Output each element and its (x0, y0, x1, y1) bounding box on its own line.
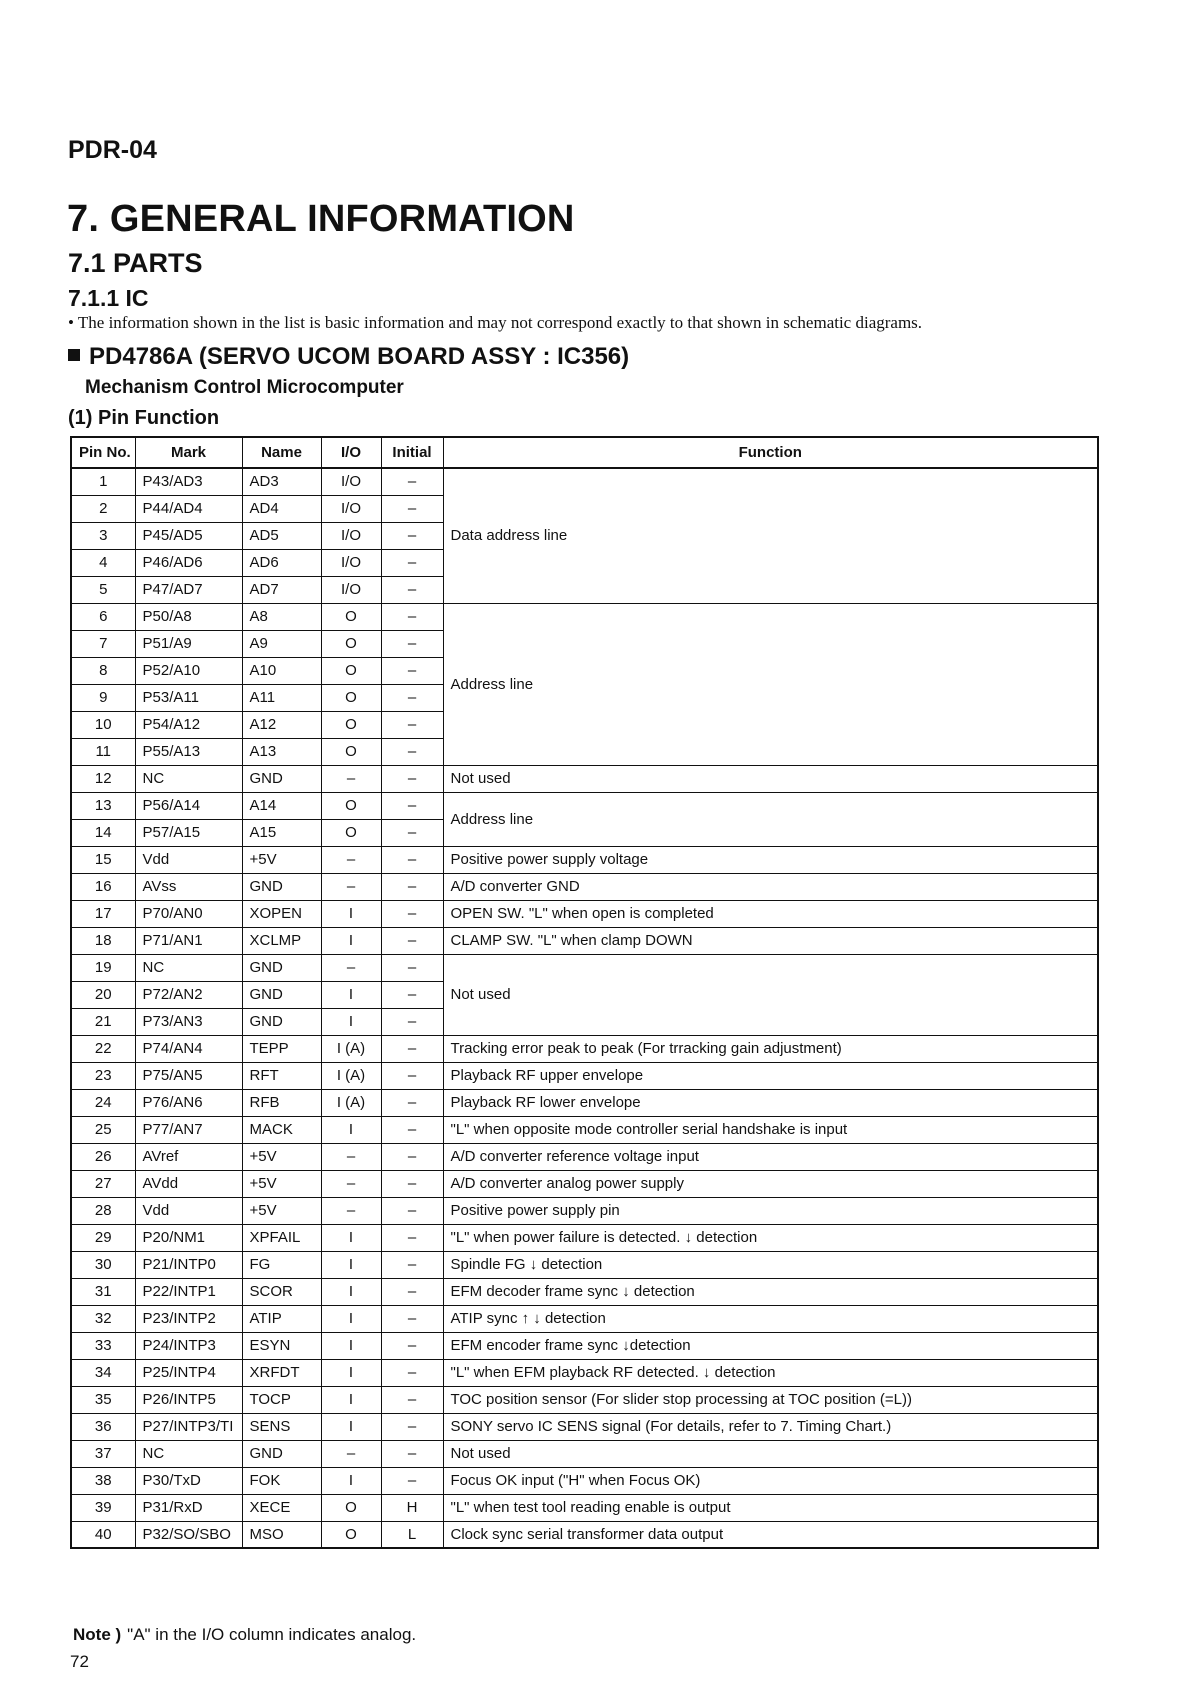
table-row (71, 900, 1098, 927)
cell-io: I (321, 900, 381, 927)
col-header-name: Name (242, 437, 321, 468)
cell-function: Spindle FG ↓ detection (443, 1251, 1098, 1278)
cell-function: EFM decoder frame sync ↓ detection (443, 1278, 1098, 1305)
cell-initial: – (381, 1116, 443, 1143)
cell-name: SENS (242, 1413, 321, 1440)
cell-io: I (321, 1332, 381, 1359)
cell-name: +5V (242, 846, 321, 873)
cell-io: I/O (321, 549, 381, 576)
cell-name: TOCP (242, 1386, 321, 1413)
cell-pin: 39 (71, 1494, 135, 1521)
cell-mark: P30/TxD (135, 1467, 242, 1494)
cell-io: – (321, 1440, 381, 1467)
cell-io: I (321, 1413, 381, 1440)
cell-io: O (321, 711, 381, 738)
cell-mark: P45/AD5 (135, 522, 242, 549)
cell-io: – (321, 1143, 381, 1170)
table-row (71, 1386, 1098, 1413)
cell-io: O (321, 603, 381, 630)
pin-function-heading: (1) Pin Function (68, 407, 220, 429)
cell-pin: 19 (71, 954, 135, 981)
cell-mark: P24/INTP3 (135, 1332, 242, 1359)
cell-mark: P53/A11 (135, 684, 242, 711)
table-row (71, 1089, 1098, 1116)
cell-function: "L" when EFM playback RF detected. ↓ detection (443, 1359, 1098, 1386)
table-row (71, 1440, 1098, 1467)
cell-mark: P55/A13 (135, 738, 242, 765)
cell-io: O (321, 1521, 381, 1548)
col-header-io: I/O (321, 437, 381, 468)
table-row (71, 1332, 1098, 1359)
cell-initial: – (381, 1386, 443, 1413)
cell-function: "L" when power failure is detected. ↓ detection (443, 1224, 1098, 1251)
cell-io: I (321, 1224, 381, 1251)
cell-name: XRFDT (242, 1359, 321, 1386)
cell-pin: 16 (71, 873, 135, 900)
cell-name: A9 (242, 630, 321, 657)
cell-io: I (321, 1386, 381, 1413)
cell-initial: – (381, 1359, 443, 1386)
cell-name: GND (242, 1440, 321, 1467)
cell-name: AD3 (242, 468, 321, 495)
cell-pin: 18 (71, 927, 135, 954)
table-row (71, 1521, 1098, 1548)
cell-io: I (321, 1305, 381, 1332)
cell-initial: – (381, 1062, 443, 1089)
cell-io: I (321, 1467, 381, 1494)
cell-initial: – (381, 1035, 443, 1062)
cell-function: "L" when test tool reading enable is output (443, 1494, 1098, 1521)
cell-name: XOPEN (242, 900, 321, 927)
cell-initial: – (381, 1413, 443, 1440)
cell-pin: 5 (71, 576, 135, 603)
cell-io: – (321, 765, 381, 792)
cell-function: ATIP sync ↑ ↓ detection (443, 1305, 1098, 1332)
cell-mark: NC (135, 954, 242, 981)
cell-name: ESYN (242, 1332, 321, 1359)
cell-initial: – (381, 765, 443, 792)
cell-pin: 22 (71, 1035, 135, 1062)
cell-name: GND (242, 981, 321, 1008)
cell-name: RFT (242, 1062, 321, 1089)
cell-name: MACK (242, 1116, 321, 1143)
col-header-initial: Initial (381, 437, 443, 468)
cell-initial: – (381, 1008, 443, 1035)
cell-io: O (321, 819, 381, 846)
footnote-label: Note ) (73, 1625, 122, 1644)
cell-mark: P72/AN2 (135, 981, 242, 1008)
cell-mark: P71/AN1 (135, 927, 242, 954)
cell-name: +5V (242, 1143, 321, 1170)
cell-io: – (321, 846, 381, 873)
cell-io: O (321, 1494, 381, 1521)
model-header: PDR-04 (68, 136, 157, 164)
cell-pin: 11 (71, 738, 135, 765)
cell-name: GND (242, 765, 321, 792)
cell-initial: – (381, 1224, 443, 1251)
cell-name: XPFAIL (242, 1224, 321, 1251)
table-row (71, 1062, 1098, 1089)
cell-pin: 31 (71, 1278, 135, 1305)
cell-pin: 26 (71, 1143, 135, 1170)
bullet-square-icon (68, 349, 80, 361)
cell-initial: – (381, 981, 443, 1008)
cell-pin: 24 (71, 1089, 135, 1116)
cell-io: O (321, 684, 381, 711)
cell-io: I/O (321, 576, 381, 603)
table-row (71, 765, 1098, 792)
cell-function: Address line (443, 603, 1098, 765)
cell-mark: Vdd (135, 1197, 242, 1224)
section-subtitle: 7.1 PARTS (68, 248, 203, 278)
col-header-pin: Pin No. (71, 437, 135, 468)
cell-initial: – (381, 1305, 443, 1332)
cell-name: A8 (242, 603, 321, 630)
cell-mark: P31/RxD (135, 1494, 242, 1521)
cell-initial: – (381, 954, 443, 981)
cell-initial: – (381, 576, 443, 603)
footnote (73, 1625, 416, 1645)
cell-io: I (A) (321, 1035, 381, 1062)
table-row (71, 1035, 1098, 1062)
cell-function: "L" when opposite mode controller serial handshake is input (443, 1116, 1098, 1143)
cell-pin: 36 (71, 1413, 135, 1440)
cell-function: Playback RF upper envelope (443, 1062, 1098, 1089)
cell-function: Positive power supply pin (443, 1197, 1098, 1224)
cell-io: – (321, 873, 381, 900)
cell-pin: 21 (71, 1008, 135, 1035)
cell-name: FG (242, 1251, 321, 1278)
cell-name: AD5 (242, 522, 321, 549)
cell-name: AD7 (242, 576, 321, 603)
cell-pin: 8 (71, 657, 135, 684)
cell-io: I (321, 981, 381, 1008)
cell-mark: P74/AN4 (135, 1035, 242, 1062)
cell-initial: – (381, 468, 443, 495)
cell-mark: P26/INTP5 (135, 1386, 242, 1413)
cell-initial: – (381, 603, 443, 630)
cell-name: GND (242, 873, 321, 900)
cell-io: I/O (321, 468, 381, 495)
pin-function-table (70, 436, 1099, 1549)
cell-io: I (321, 1251, 381, 1278)
cell-function: TOC position sensor (For slider stop processing at TOC position (=L)) (443, 1386, 1098, 1413)
cell-initial: – (381, 630, 443, 657)
cell-pin: 35 (71, 1386, 135, 1413)
table-row (71, 846, 1098, 873)
cell-mark: P51/A9 (135, 630, 242, 657)
table-row (71, 1278, 1098, 1305)
cell-mark: P22/INTP1 (135, 1278, 242, 1305)
cell-mark: P32/SO/SBO (135, 1521, 242, 1548)
chip-title: PD4786A (SERVO UCOM BOARD ASSY : IC356) (89, 343, 630, 370)
cell-mark: NC (135, 765, 242, 792)
cell-pin: 20 (71, 981, 135, 1008)
cell-name: +5V (242, 1197, 321, 1224)
cell-initial: – (381, 1332, 443, 1359)
cell-mark: Vdd (135, 846, 242, 873)
cell-name: MSO (242, 1521, 321, 1548)
cell-io: O (321, 792, 381, 819)
table-row (71, 1116, 1098, 1143)
cell-initial: – (381, 873, 443, 900)
cell-name: FOK (242, 1467, 321, 1494)
cell-function: Positive power supply voltage (443, 846, 1098, 873)
chip-description: Mechanism Control Microcomputer (85, 377, 404, 398)
table-row (71, 1413, 1098, 1440)
cell-initial: – (381, 846, 443, 873)
cell-function: Playback RF lower envelope (443, 1089, 1098, 1116)
cell-mark: P27/INTP3/TI (135, 1413, 242, 1440)
cell-function: Not used (443, 1440, 1098, 1467)
cell-mark: P50/A8 (135, 603, 242, 630)
cell-mark: P75/AN5 (135, 1062, 242, 1089)
cell-name: AD6 (242, 549, 321, 576)
cell-function: SONY servo IC SENS signal (For details, refer to 7. Timing Chart.) (443, 1413, 1098, 1440)
table-row (71, 1170, 1098, 1197)
cell-name: A13 (242, 738, 321, 765)
cell-mark: P70/AN0 (135, 900, 242, 927)
cell-mark: P47/AD7 (135, 576, 242, 603)
cell-function: CLAMP SW. "L" when clamp DOWN (443, 927, 1098, 954)
cell-pin: 10 (71, 711, 135, 738)
cell-initial: – (381, 819, 443, 846)
cell-mark: P25/INTP4 (135, 1359, 242, 1386)
cell-io: – (321, 954, 381, 981)
cell-initial: – (381, 1440, 443, 1467)
cell-pin: 6 (71, 603, 135, 630)
cell-io: I (A) (321, 1089, 381, 1116)
cell-pin: 3 (71, 522, 135, 549)
cell-pin: 1 (71, 468, 135, 495)
cell-pin: 34 (71, 1359, 135, 1386)
cell-initial: L (381, 1521, 443, 1548)
cell-pin: 15 (71, 846, 135, 873)
cell-name: GND (242, 954, 321, 981)
cell-mark: P43/AD3 (135, 468, 242, 495)
table-row (71, 1143, 1098, 1170)
cell-pin: 37 (71, 1440, 135, 1467)
cell-pin: 40 (71, 1521, 135, 1548)
cell-initial: – (381, 711, 443, 738)
cell-io: I (321, 1008, 381, 1035)
cell-name: XECE (242, 1494, 321, 1521)
table-row (71, 1359, 1098, 1386)
section-note: • The information shown in the list is basic information and may not correspond exactly to that shown in schematic diagrams. (68, 313, 923, 332)
cell-initial: – (381, 1278, 443, 1305)
cell-io: I (321, 1116, 381, 1143)
cell-function: Not used (443, 954, 1098, 1035)
section-title: 7. GENERAL INFORMATION (67, 198, 575, 240)
cell-mark: P23/INTP2 (135, 1305, 242, 1332)
cell-initial: – (381, 522, 443, 549)
cell-pin: 29 (71, 1224, 135, 1251)
cell-pin: 27 (71, 1170, 135, 1197)
cell-function: Not used (443, 765, 1098, 792)
cell-initial: – (381, 1170, 443, 1197)
chip-heading (68, 343, 629, 371)
table-row (71, 1494, 1098, 1521)
cell-name: A12 (242, 711, 321, 738)
col-header-mark: Mark (135, 437, 242, 468)
table-body (71, 468, 1098, 1548)
table-row (71, 927, 1098, 954)
cell-initial: – (381, 549, 443, 576)
cell-mark: P76/AN6 (135, 1089, 242, 1116)
cell-name: ATIP (242, 1305, 321, 1332)
cell-name: GND (242, 1008, 321, 1035)
cell-initial: – (381, 495, 443, 522)
cell-mark: P73/AN3 (135, 1008, 242, 1035)
table-row (71, 1224, 1098, 1251)
table-row (71, 1197, 1098, 1224)
cell-initial: – (381, 1467, 443, 1494)
cell-initial: – (381, 657, 443, 684)
cell-mark: P44/AD4 (135, 495, 242, 522)
cell-pin: 33 (71, 1332, 135, 1359)
cell-io: I (321, 927, 381, 954)
cell-io: I (A) (321, 1062, 381, 1089)
cell-name: A14 (242, 792, 321, 819)
cell-io: – (321, 1170, 381, 1197)
cell-initial: – (381, 792, 443, 819)
footnote-text: "A" in the I/O column indicates analog. (127, 1625, 417, 1644)
cell-io: O (321, 657, 381, 684)
cell-function: Focus OK input ("H" when Focus OK) (443, 1467, 1098, 1494)
cell-name: A15 (242, 819, 321, 846)
cell-initial: – (381, 927, 443, 954)
cell-function: A/D converter GND (443, 873, 1098, 900)
cell-function: Tracking error peak to peak (For trracking gain adjustment) (443, 1035, 1098, 1062)
table-header-row (71, 437, 1098, 468)
cell-name: +5V (242, 1170, 321, 1197)
cell-name: A10 (242, 657, 321, 684)
cell-mark: P20/NM1 (135, 1224, 242, 1251)
cell-initial: H (381, 1494, 443, 1521)
cell-io: I (321, 1359, 381, 1386)
cell-initial: – (381, 1251, 443, 1278)
cell-name: SCOR (242, 1278, 321, 1305)
cell-pin: 12 (71, 765, 135, 792)
cell-name: XCLMP (242, 927, 321, 954)
cell-pin: 4 (71, 549, 135, 576)
table-row (71, 873, 1098, 900)
cell-function: A/D converter reference voltage input (443, 1143, 1098, 1170)
table-row (71, 468, 1098, 495)
cell-pin: 17 (71, 900, 135, 927)
col-header-function: Function (443, 437, 1098, 468)
cell-initial: – (381, 1089, 443, 1116)
cell-name: AD4 (242, 495, 321, 522)
cell-mark: P21/INTP0 (135, 1251, 242, 1278)
cell-io: I (321, 1278, 381, 1305)
cell-pin: 28 (71, 1197, 135, 1224)
table-row (71, 603, 1098, 630)
cell-mark: P77/AN7 (135, 1116, 242, 1143)
page-number: 72 (70, 1652, 89, 1671)
cell-function: OPEN SW. "L" when open is completed (443, 900, 1098, 927)
cell-function: A/D converter analog power supply (443, 1170, 1098, 1197)
cell-pin: 32 (71, 1305, 135, 1332)
cell-pin: 25 (71, 1116, 135, 1143)
cell-mark: NC (135, 1440, 242, 1467)
cell-initial: – (381, 900, 443, 927)
cell-mark: P52/A10 (135, 657, 242, 684)
table-row (71, 1467, 1098, 1494)
cell-mark: AVdd (135, 1170, 242, 1197)
cell-pin: 7 (71, 630, 135, 657)
cell-pin: 23 (71, 1062, 135, 1089)
section-subsubtitle: 7.1.1 IC (68, 285, 149, 311)
cell-name: RFB (242, 1089, 321, 1116)
cell-pin: 30 (71, 1251, 135, 1278)
cell-name: TEPP (242, 1035, 321, 1062)
cell-io: O (321, 738, 381, 765)
cell-name: A11 (242, 684, 321, 711)
cell-pin: 13 (71, 792, 135, 819)
cell-mark: P54/A12 (135, 711, 242, 738)
table-row (71, 1305, 1098, 1332)
cell-initial: – (381, 1197, 443, 1224)
cell-function: Data address line (443, 468, 1098, 603)
cell-initial: – (381, 738, 443, 765)
cell-io: I/O (321, 522, 381, 549)
cell-mark: P56/A14 (135, 792, 242, 819)
cell-pin: 38 (71, 1467, 135, 1494)
cell-function: EFM encoder frame sync ↓detection (443, 1332, 1098, 1359)
cell-mark: P57/A15 (135, 819, 242, 846)
cell-mark: AVss (135, 873, 242, 900)
cell-initial: – (381, 684, 443, 711)
cell-function: Clock sync serial transformer data output (443, 1521, 1098, 1548)
cell-io: O (321, 630, 381, 657)
table-row (71, 954, 1098, 981)
cell-pin: 2 (71, 495, 135, 522)
cell-mark: P46/AD6 (135, 549, 242, 576)
table-row (71, 1251, 1098, 1278)
cell-pin: 14 (71, 819, 135, 846)
cell-io: – (321, 1197, 381, 1224)
table-row (71, 792, 1098, 819)
cell-pin: 9 (71, 684, 135, 711)
cell-mark: AVref (135, 1143, 242, 1170)
cell-initial: – (381, 1143, 443, 1170)
cell-function: Address line (443, 792, 1098, 846)
cell-io: I/O (321, 495, 381, 522)
